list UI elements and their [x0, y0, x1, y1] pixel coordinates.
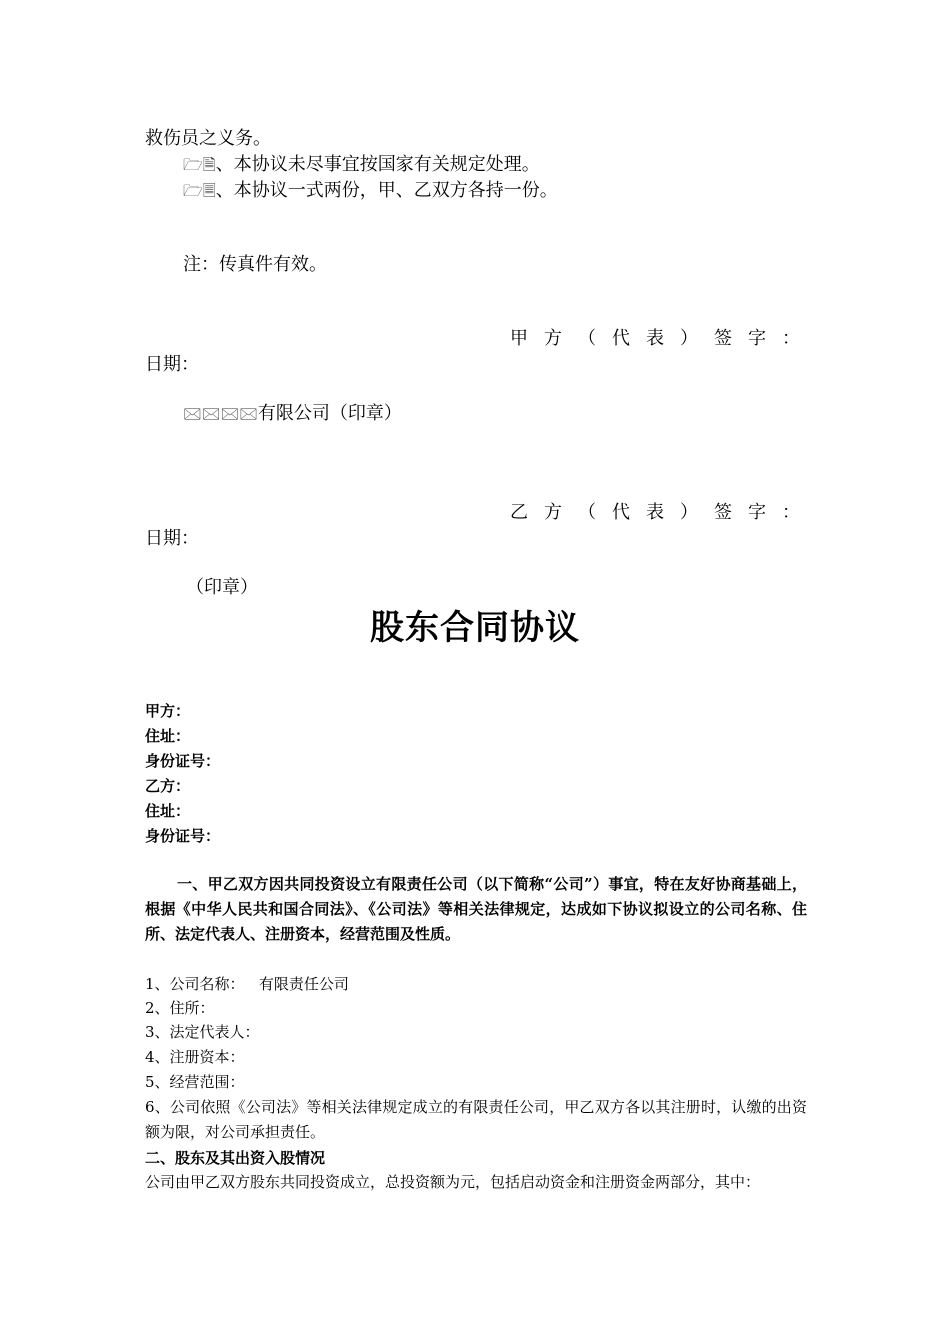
party-b-date: 日期： — [145, 528, 199, 549]
field-party-b: 乙方： — [145, 777, 191, 795]
sign-char: 字 — [748, 502, 766, 523]
party-a-date: 日期： — [145, 354, 199, 375]
sign-char: 代 — [612, 502, 630, 523]
item-registered-capital: 4、注册资本： — [145, 1048, 245, 1066]
sign-char: 方 — [544, 502, 562, 523]
folder-document-icon: 🗁🗏 — [183, 181, 216, 200]
sign-char: 甲 — [510, 328, 528, 349]
sign-char: ） — [680, 502, 698, 523]
item-liability: 6、公司依照《公司法》等相关法律规定成立的有限责任公司，甲乙双方各以其注册时，认缴的出资额为限，对公司承担责任。 — [145, 1098, 807, 1141]
sign-char: （ — [578, 328, 596, 349]
sign-char: （ — [578, 502, 596, 523]
folder-document-icon: 🗁🗎 — [183, 155, 216, 174]
sign-char: ： — [782, 328, 800, 349]
fax-note: 注：传真件有效。 — [183, 254, 327, 275]
document-title: 股东合同协议 — [370, 608, 580, 648]
field-party-a: 甲方： — [145, 702, 191, 720]
sign-char: 字 — [748, 328, 766, 349]
field-address-a: 住址： — [145, 727, 191, 745]
party-a-signature-line — [510, 324, 800, 350]
clause-item-b-text: 、本协议一式两份，甲、乙双方各持一份。 — [215, 180, 558, 201]
sign-char: ） — [680, 328, 698, 349]
sign-char: 代 — [612, 328, 630, 349]
item-legal-rep: 3、法定代表人： — [145, 1023, 260, 1041]
sign-char: 签 — [714, 502, 732, 523]
field-id-a: 身份证号： — [145, 752, 221, 770]
sign-char: 乙 — [510, 502, 528, 523]
section-2-heading: 二、股东及其出资入股情况 — [145, 1149, 326, 1167]
company-seal-text: 有限公司（印章） — [257, 403, 402, 424]
field-id-b: 身份证号： — [145, 827, 221, 845]
item-address: 2、住所： — [145, 999, 215, 1017]
carryover-line: 救伤员之义务。 — [145, 128, 271, 149]
clause-item-a-text: 、本协议未尽事宜按国家有关规定处理。 — [215, 154, 540, 175]
section-2-text: 公司由甲乙双方股东共同投资成立，总投资额为元，包括启动资金和注册资金两部分，其中： — [145, 1173, 761, 1191]
section-1-intro: 一、甲乙双方因共同投资设立有限责任公司（以下简称“公司”）事宜，特在友好协商基础上，根据《中华人民共和国合同法》、《公司法》等相关法律规定，达成如下协议拟设立的公司名称、住所、法定代表人、注册资本，经营范围及性质。 — [145, 875, 807, 943]
seal-label: （印章） — [186, 577, 258, 598]
clause-item-b — [183, 176, 558, 207]
sign-char: ： — [782, 502, 800, 523]
company-seal-line — [183, 399, 402, 430]
envelope-placeholder-icon: 🖂🖂🖂🖂 — [183, 404, 258, 423]
field-address-b: 住址： — [145, 802, 191, 820]
sign-char: 表 — [646, 502, 664, 523]
item-company-name: 1、公司名称： 有限责任公司 — [145, 975, 349, 993]
item-business-scope: 5、经营范围： — [145, 1073, 245, 1091]
sign-char: 签 — [714, 328, 732, 349]
sign-char: 表 — [646, 328, 664, 349]
party-b-signature-line — [510, 498, 800, 524]
sign-char: 方 — [544, 328, 562, 349]
